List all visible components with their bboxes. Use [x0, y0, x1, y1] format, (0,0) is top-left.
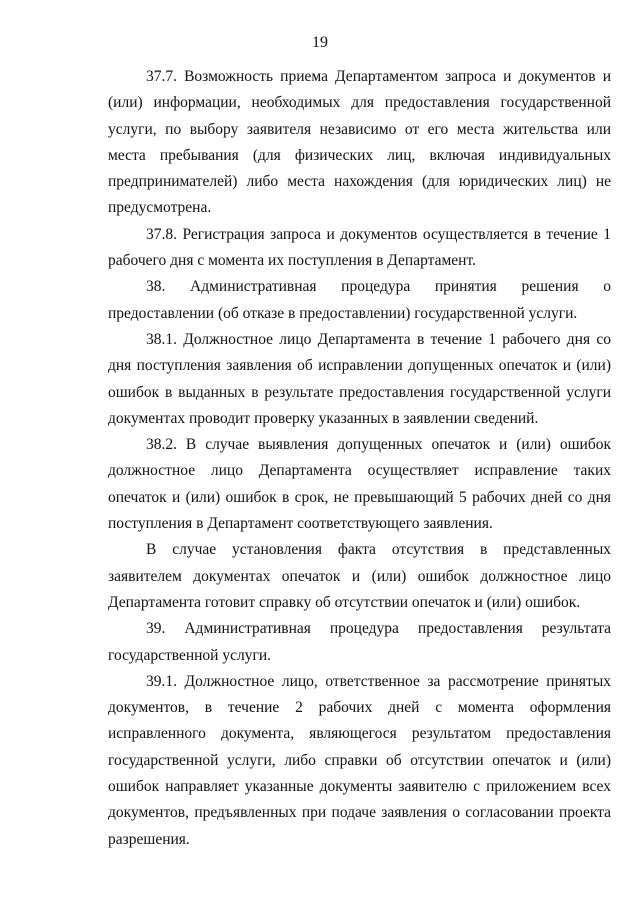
page-number: 19	[312, 34, 328, 51]
paragraph-38-2: 38.2. В случае выявления допущенных опечаток и (или) ошибок должностное лицо Департамента осуществляет исправление таких опечаток и (или) ошибок в срок, не превышающий 5 рабочих дней со дня поступления в Департамент соответствующего заявления.	[108, 436, 611, 533]
paragraph-37-7: 37.7. Возможность приема Департаментом запроса и документов и (или) информации, необходимых для предоставления государственной услуги, по выбору заявителя независимо от его места жительства или места пребывания (для физических лиц, включая индивидуальных предпринимателей) либо места нахождения (для юридических лиц) не предусмотрена.	[108, 68, 611, 217]
paragraph-38-1: 38.1. Должностное лицо Департамента в течение 1 рабочего дня со дня поступления заявления об исправлении допущенных опечаток и (или) ошибок в выданных в результате предоставления государственной услуги документах проводит проверку указанных в заявлении сведений.	[108, 330, 611, 427]
paragraph-39-1: 39.1. Должностное лицо, ответственное за рассмотрение принятых документов, в течение 2 рабочих дней с момента оформления исправленного документа, являющегося результатом предоставления государственной услуги, либо справки об отсутствии опечаток и (или) ошибок направляет указанные документы заявителю с приложением всех документов, предъявленных при подаче заявления о согласовании проекта разрешения.	[108, 672, 611, 848]
paragraph-39: 39. Административная процедура предоставления результата государственной услуги.	[108, 620, 611, 664]
paragraph-38: 38. Административная процедура принятия решения о предоставлении (об отказе в предоставлении) государственной услуги.	[108, 278, 611, 322]
paragraph-38-2-continuation: В случае установления факта отсутствия в представленных заявителем документах опечаток и (или) ошибок должностное лицо Департамента готовит справку об отсутствии опечаток и (или) ошибок.	[108, 541, 611, 611]
paragraph-37-8: 37.8. Регистрация запроса и документов осуществляется в течение 1 рабочего дня с момента их поступления в Департамент.	[108, 225, 611, 270]
document-body	[108, 64, 611, 853]
